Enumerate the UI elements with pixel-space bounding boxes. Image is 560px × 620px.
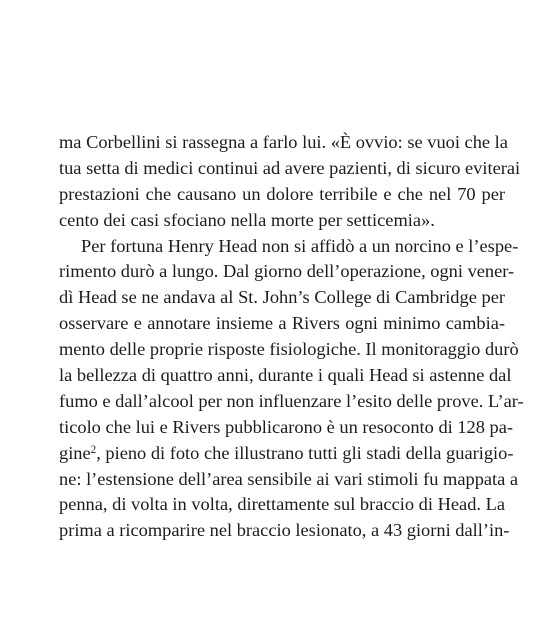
text-line: tua setta di medici continui ad avere pazienti, di sicuro eviterai xyxy=(59,157,521,178)
text-line: prima a ricomparire nel braccio lesionato, a 43 giorni dall’in- xyxy=(59,520,510,541)
text-line-paragraph-start: Per fortuna Henry Head non si affidò a un norcino e l’espe- xyxy=(81,235,519,256)
text-line: dì Head se ne andava al St. John’s College di Cambridge per xyxy=(59,287,505,308)
text-line: fumo e dall’alcool per non influenzare l’esito delle prove. L’ar- xyxy=(59,390,524,411)
text-line: rimento durò a lungo. Dal giorno dell’operazione, ogni vener- xyxy=(59,261,515,282)
footnote-marker: 2 xyxy=(90,443,97,456)
text-line: ma Corbellini si rassegna a farlo lui. «È ovvio: se vuoi che la xyxy=(59,132,508,152)
text-line: ticolo che lui e Rivers pubblicarono è un resoconto di 128 pa- xyxy=(59,416,514,437)
text-segment: , pieno di foto che illustrano tutti gli stadi della guarigio- xyxy=(96,442,514,463)
text-line: osservare e annotare insieme a Rivers ogni minimo cambia- xyxy=(59,313,505,334)
body-text xyxy=(59,130,524,544)
text-line: penna, di volta in volta, direttamente sul braccio di Head. La xyxy=(59,494,505,515)
text-line-with-footnote xyxy=(59,441,514,467)
text-segment: gine xyxy=(59,442,91,463)
text-line: mento delle proprie risposte fisiologiche. Il monitoraggio durò xyxy=(59,339,519,360)
text-line: cento dei casi sfociano nella morte per setticemia». xyxy=(59,209,435,230)
text-line: prestazioni che causano un dolore terribile e che nel 70 per xyxy=(59,183,505,204)
text-line: la bellezza di quattro anni, durante i quali Head si astenne dal xyxy=(59,365,512,386)
text-line: ne: l’estensione dell’area sensibile ai vari stimoli fu mappata a xyxy=(59,468,519,489)
